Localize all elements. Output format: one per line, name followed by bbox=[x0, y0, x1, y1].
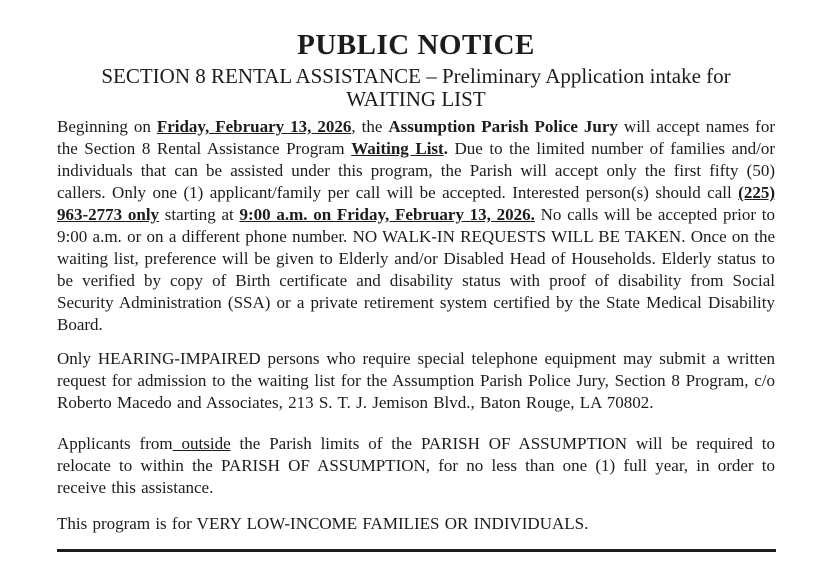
subtitle-line-program: SECTION 8 RENTAL ASSISTANCE – Preliminary Application intake for bbox=[101, 64, 731, 88]
paragraph-income-statement: This program is for VERY LOW-INCOME FAMILIES OR INDIVIDUALS. bbox=[57, 514, 589, 533]
notice-subtitle bbox=[57, 65, 775, 111]
bottom-rule-divider bbox=[57, 549, 776, 552]
paragraph-hearing-impaired: Only HEARING-IMPAIRED persons who require special telephone equipment may submit a written request for admission to the waiting list for the Assumption Parish Police Jury, Section 8 Program, c/o Roberto Macedo and Associates, 213 S. T. J. Jemison Blvd., Baton Rouge, LA 70802. bbox=[57, 349, 775, 412]
subtitle-line-waiting-list: WAITING LIST bbox=[346, 87, 486, 111]
notice-title: PUBLIC NOTICE bbox=[297, 29, 535, 61]
paragraph-intake-details: Beginning on Friday, February 13, 2026, the Assumption Parish Police Jury will accept names for the Section 8 Rental Assistance Program Waiting List. Due to the limited number of families and/or individuals that can be assisted under this program, the Parish will accept only the first fifty (50) callers. Only one (1) applicant/family per call will be accepted. Interested person(s) should call (225) 963-2773 only starting at 9:00 a.m. on Friday, February 13, 2026. No calls will be accepted prior to 9:00 a.m. or on a different phone number. NO WALK-IN REQUESTS WILL BE TAKEN. Once on the waiting list, preference will be given to Elderly and/or Disabled Head of Households. Elderly status to be verified by copy of Birth certificate and disability status with proof of disability from Social Security Administration (SSA) or a private retirement system certified by the State Medical Disability Board. bbox=[57, 117, 776, 334]
paragraph-outside-parish: Applicants from outside the Parish limits of the PARISH OF ASSUMPTION will be required to relocate to within the PARISH OF ASSUMPTION, for no less than one (1) full year, in order to receive this assistance. bbox=[57, 434, 776, 497]
notice-body bbox=[57, 116, 775, 535]
